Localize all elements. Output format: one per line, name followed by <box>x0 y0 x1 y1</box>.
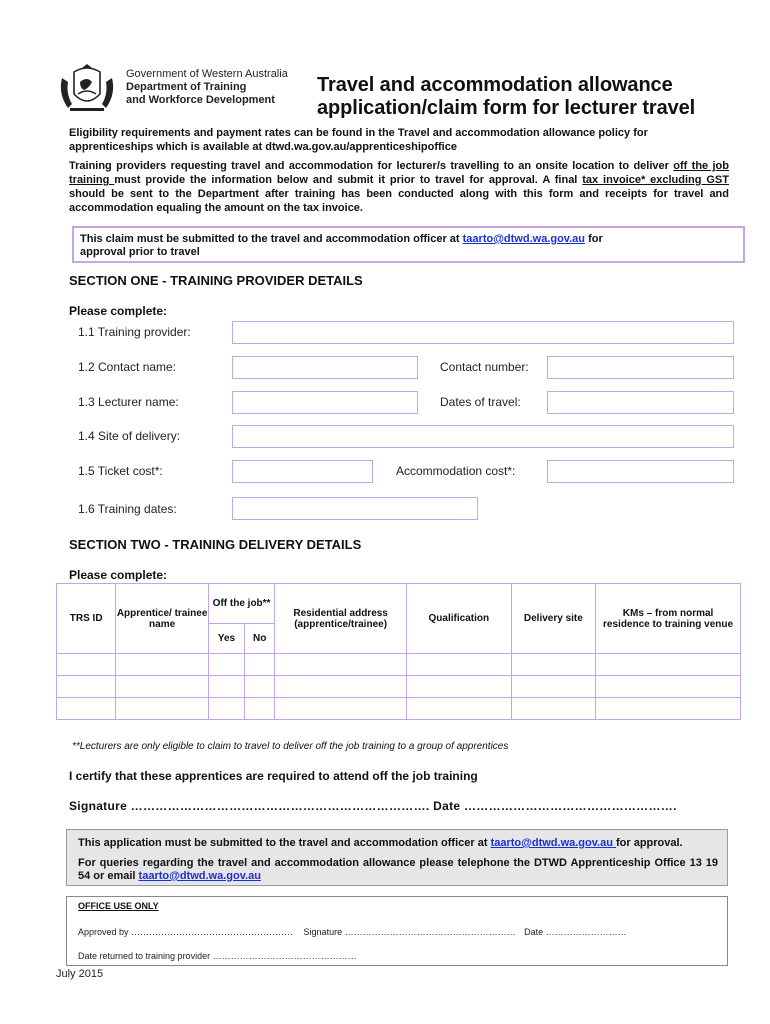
submission-text-b: for approval. <box>615 837 683 849</box>
site-of-delivery-field[interactable] <box>232 425 734 448</box>
lecturer-name-label: 1.3 Lecturer name: <box>78 395 179 409</box>
queries-email-link[interactable]: taarto@dtwd.wa.gov.au <box>138 870 261 882</box>
col-no: No <box>245 624 275 654</box>
title-line-2: application/claim form for lecturer travel <box>317 97 696 119</box>
submission-line-1 <box>78 837 683 849</box>
table-footnote: **Lecturers are only eligible to claim to travel to deliver off the job training to a group of apprentices <box>72 741 509 752</box>
certify-statement: I certify that these apprentices are required to attend off the job training <box>69 769 478 783</box>
instructions-paragraph <box>69 159 729 215</box>
col-delivery-site: Delivery site <box>511 584 595 654</box>
footer-date: July 2015 <box>56 968 104 980</box>
office-date-field[interactable]: Date ……………………… <box>524 927 627 937</box>
date-returned-field[interactable]: Date returned to training provider ………………………………………… <box>78 951 357 961</box>
contact-number-field[interactable] <box>547 356 734 379</box>
submission-text-a: This application must be submitted to the travel and accommodation officer at <box>78 837 491 849</box>
col-qualification: Qualification <box>407 584 512 654</box>
section-two-please: Please complete: <box>69 568 168 582</box>
training-dates-label: 1.6 Training dates: <box>78 502 177 516</box>
instructions-text-b: must provide the information below and submit it prior to travel for approval. A final <box>114 174 583 186</box>
training-provider-label: 1.1 Training provider: <box>78 325 191 339</box>
training-provider-field[interactable] <box>232 321 734 344</box>
eligibility-line-2: apprenticeships which is available at dtwd.wa.gov.au/apprenticeshipoffice <box>69 141 457 153</box>
ticket-cost-field[interactable] <box>232 460 373 483</box>
col-apprentice-name: Apprentice/ trainee name <box>116 584 209 654</box>
table-row[interactable] <box>57 676 741 698</box>
instructions-underline-1: off the job training <box>69 160 729 186</box>
table-header-row <box>57 584 741 624</box>
col-kms: KMs – from normal residence to training venue <box>596 584 741 654</box>
col-residential-address: Residential address (apprentice/trainee) <box>275 584 407 654</box>
ticket-cost-label: 1.5 Ticket cost*: <box>78 464 163 478</box>
section-two-title: SECTION TWO - TRAINING DELIVERY DETAILS <box>69 537 362 552</box>
form-title <box>317 74 695 120</box>
gov-line-3: and Workforce Development <box>126 94 275 106</box>
submission-line-2 <box>78 857 718 883</box>
contact-name-field[interactable] <box>232 356 418 379</box>
section-one-title: SECTION ONE - TRAINING PROVIDER DETAILS <box>69 273 363 288</box>
accommodation-cost-field[interactable] <box>547 460 734 483</box>
training-dates-field[interactable] <box>232 497 478 520</box>
eligibility-paragraph <box>69 126 729 154</box>
office-use-title: OFFICE USE ONLY <box>78 901 159 911</box>
notice-text-b: for <box>585 233 603 245</box>
notice-text <box>80 233 603 259</box>
instructions-text-c: should be sent to the Department after training has been conducted along with this form and receipts for travel and accommodation equaling the amount on the tax invoice. <box>69 188 729 214</box>
training-delivery-table <box>56 583 741 720</box>
table-row[interactable] <box>57 698 741 720</box>
notice-text-c: approval prior to travel <box>80 246 200 258</box>
col-trs-id: TRS ID <box>57 584 116 654</box>
wa-crest-logo <box>56 64 118 114</box>
instructions-underline-2: tax invoice* excluding GST <box>582 174 729 186</box>
office-signature-field[interactable]: Signature ………………………………………………… <box>303 927 519 937</box>
government-logotype <box>126 68 288 107</box>
col-yes: Yes <box>208 624 244 654</box>
table-row[interactable] <box>57 654 741 676</box>
queries-text: For queries regarding the travel and accommodation allowance please telephone the DTWD Apprenticeship Office 13 19 54 or email <box>78 857 718 882</box>
dates-of-travel-field[interactable] <box>547 391 734 414</box>
instructions-text-a: Training providers requesting travel and accommodation for lecturer/s travelling to an onsite location to deliver <box>69 160 674 172</box>
section-one-please: Please complete: <box>69 304 168 318</box>
signature-date-line[interactable]: Signature ………………………………………………………………. Date ……………………………………………. <box>69 799 677 813</box>
title-line-1: Travel and accommodation allowance <box>317 74 673 96</box>
contact-number-label: Contact number: <box>440 360 529 374</box>
gov-line-2: Department of Training <box>126 81 247 93</box>
accommodation-cost-label: Accommodation cost*: <box>396 464 516 478</box>
contact-name-label: 1.2 Contact name: <box>78 360 177 374</box>
notice-text-a: This claim must be submitted to the travel and accommodation officer at <box>80 233 463 245</box>
dates-of-travel-label: Dates of travel: <box>440 395 521 409</box>
notice-email-link[interactable]: taarto@dtwd.wa.gov.au <box>462 233 586 245</box>
office-approval-row <box>78 927 627 937</box>
lecturer-name-field[interactable] <box>232 391 418 414</box>
site-of-delivery-label: 1.4 Site of delivery: <box>78 429 181 443</box>
eligibility-line-1: Eligibility requirements and payment rates can be found in the Travel and accommodation allowance policy for <box>69 127 648 139</box>
gov-line-1: Government of Western Australia <box>126 68 288 80</box>
submission-email-link[interactable]: taarto@dtwd.wa.gov.au <box>490 837 616 849</box>
col-off-the-job: Off the job** <box>208 584 274 624</box>
approved-by-field[interactable]: Approved by ……………………………………………… <box>78 927 296 937</box>
